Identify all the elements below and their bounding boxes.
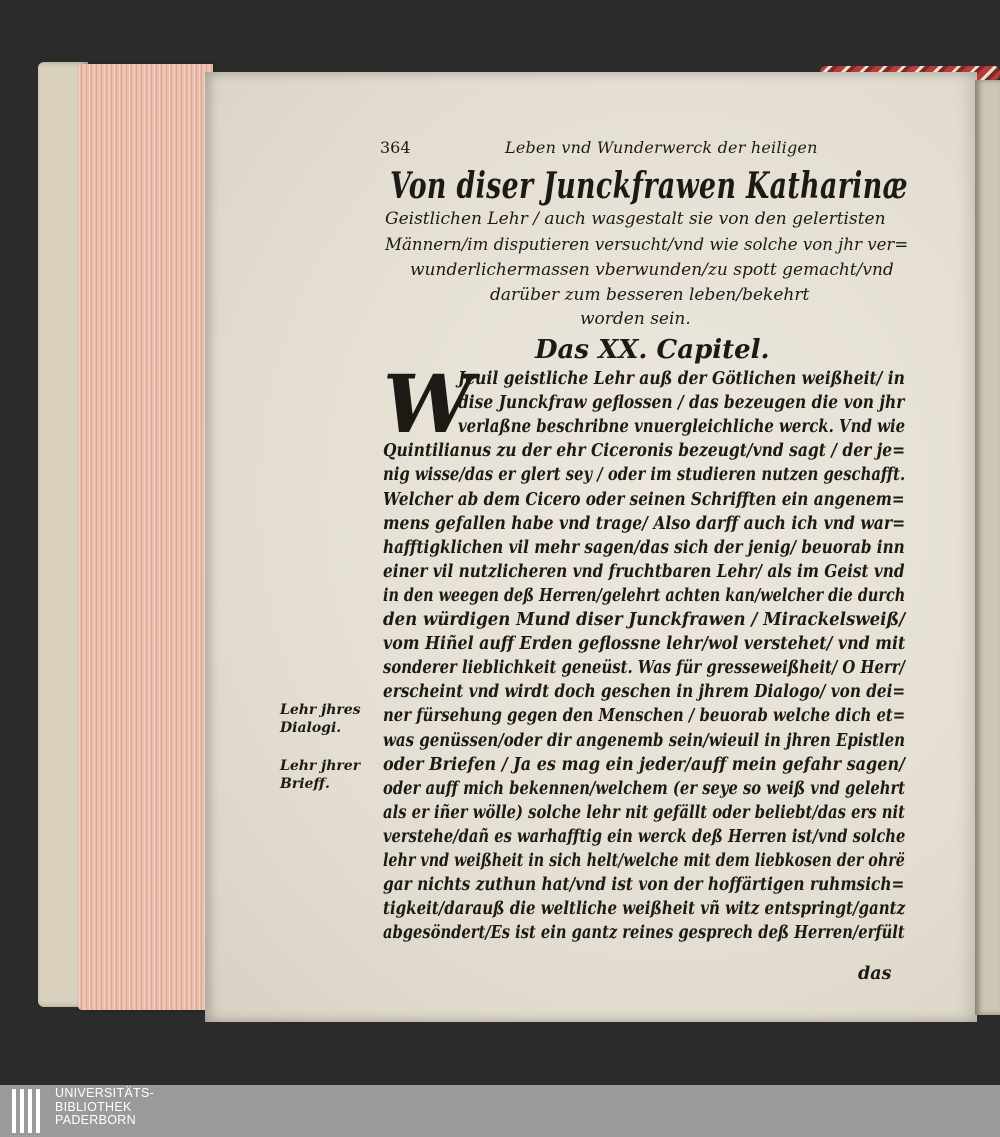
- subtitle-line: Geistlichen Lehr / auch wasgestalt sie von den gelertisten: [385, 209, 886, 229]
- library-name: [55, 1087, 154, 1128]
- body-line: erscheint vnd wirdt doch geschen in jhrem Dialogo/ von dei=: [383, 682, 906, 703]
- marginal-note: [280, 757, 360, 793]
- body-line: als er iñer wölle) solche lehr nit gefällt oder beliebt/das ers nit: [383, 802, 905, 823]
- subtitle-line: darüber zum besseren leben/bekehrt: [490, 285, 810, 305]
- body-line: lehr vnd weißheit in sich helt/welche mit dem liebkosen der ohrë: [383, 851, 905, 871]
- drop-cap: W: [383, 357, 473, 451]
- section-title: Von diser Junckfrawen Katharinæ: [390, 165, 908, 207]
- body-line: Jeuil geistliche Lehr auß der Götlichen weißheit/ in: [458, 369, 905, 389]
- subtitle-line: wunderlichermassen vberwunden/zu spott gemacht/vnd: [410, 260, 894, 280]
- marginal-note: [280, 701, 361, 737]
- library-name-line: BIBLIOTHEK: [55, 1099, 132, 1114]
- body-line: verstehe/dañ es warhafftig ein werck deß Herren ist/vnd solche: [383, 826, 906, 847]
- body-line: vom Hiñel auff Erden geflossne lehr/wol verstehet/ vnd mit: [383, 634, 906, 655]
- marginal-note-line: Lehr jhres: [280, 702, 361, 718]
- body-line: oder Briefen / Ja es mag ein jeder/auff mein gefahr sagen/: [383, 754, 905, 775]
- body-line: was genüssen/oder dir angenemb sein/wieuil in jhren Epistlen: [383, 730, 906, 751]
- body-line: hafftigklichen vil mehr sagen/das sich der jenig/ beuorab inn: [383, 537, 905, 558]
- catchword: das: [858, 964, 892, 984]
- body-line: abgesöndert/Es ist ein gantz reines gesprech deß Herren/erfült: [383, 923, 905, 944]
- marginal-note-line: Dialogi.: [280, 720, 342, 736]
- body-line: mens gefallen habe vnd trage/ Also darff auch ich vnd war=: [383, 513, 906, 534]
- body-line: den würdigen Mund diser Junckfrawen / Mirackelsweiß/: [383, 610, 906, 630]
- body-line: sonderer lieblichkeit geneüst. Was für gresseweißheit/ O Herr/: [383, 658, 905, 679]
- body-line: dise Junckfraw geflossen / das bezeugen die von jhr: [458, 393, 905, 414]
- body-line: einer vil nutzlicheren vnd fruchtbaren Lehr/ als im Geist vnd: [383, 561, 905, 582]
- facing-page-edge: [975, 80, 1000, 1015]
- library-logo-icon: [12, 1089, 48, 1133]
- body-line: Quintilianus zu der ehr Ciceronis bezeugt/vnd sagt / der je=: [383, 441, 906, 462]
- marginal-note-line: Lehr jhrer: [280, 758, 361, 774]
- body-line: oder auff mich bekennen/welchem (er seye so weiß vnd gelehrt: [383, 778, 906, 799]
- subtitle-line: worden sein.: [580, 309, 691, 329]
- running-head: Leben vnd Wunderwerck der heiligen: [505, 138, 818, 157]
- marginal-note-line: Brieff.: [280, 776, 330, 792]
- body-line: gar nichts zuthun hat/vnd ist von der hoffärtigen ruhmsich=: [383, 875, 905, 896]
- body-line: in den weegen deß Herren/gelehrt achten kan/welcher die durch: [383, 585, 906, 606]
- page-fore-edges: [78, 64, 213, 1010]
- page-number: 364: [380, 138, 411, 157]
- library-footer: [0, 1085, 1000, 1137]
- body-line: ner fürsehung gegen den Menschen / beuorab welche dich et=: [383, 706, 906, 727]
- library-name-line: PADERBORN: [55, 1113, 136, 1127]
- chapter-heading: Das XX. Capitel.: [535, 335, 770, 365]
- subtitle-line: Männern/im disputieren versucht/vnd wie solche von jhr ver=: [385, 235, 909, 255]
- library-name-line: UNIVERSITÄTS-: [55, 1086, 155, 1100]
- body-line: verlaßne beschribne vnuergleichliche werck. Vnd wie: [458, 417, 906, 438]
- body-line: Welcher ab dem Cicero oder seinen Schrifften ein angenem=: [383, 489, 905, 510]
- body-line: nig wisse/das er glert sey / oder im studieren nutzen geschafft.: [383, 465, 906, 486]
- body-line: tigkeit/darauß die weltliche weißheit vñ witz entspringt/gantz: [383, 899, 906, 920]
